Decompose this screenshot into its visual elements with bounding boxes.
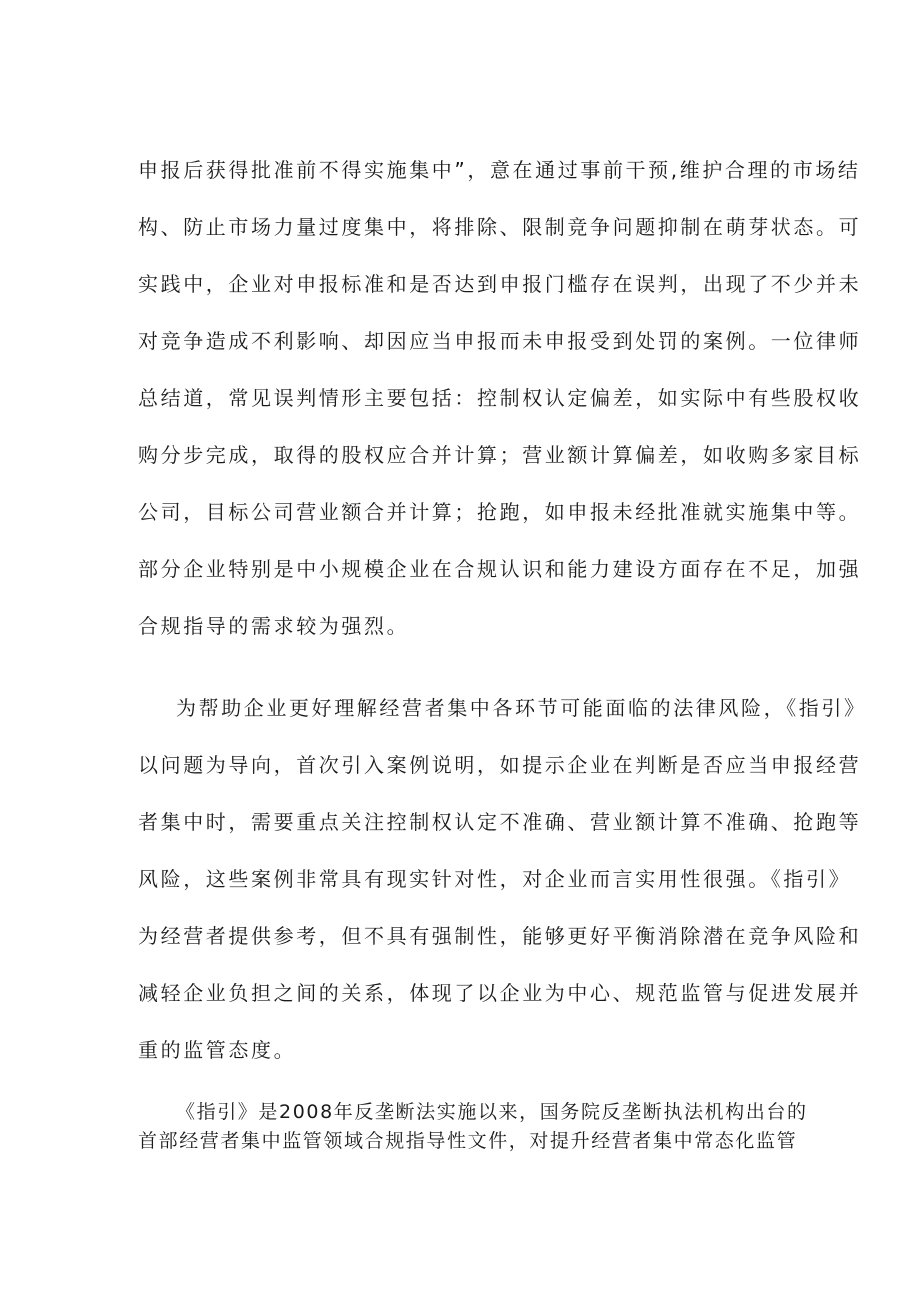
text-line: 首部经营者集中监管领域合规指导性文件，对提升经营者集中常态化监管 — [138, 1130, 798, 1152]
text-line: 《指引》是2008年反垄断法实施以来，国务院反垄断执法机构出台的 — [176, 1101, 808, 1123]
text-line: 为帮助企业更好理解经营者集中各环节可能面临的法律风险，《指引》 — [176, 696, 867, 720]
text-line: 实践中，企业对申报标准和是否达到申报门槛存在误判，出现了不少并未 — [138, 272, 862, 296]
text-line: 以问题为导向，首次引入案例说明，如提示企业在判断是否应当申报经营 — [138, 753, 862, 777]
text-line: 构、防止市场力量过度集中，将排除、限制竞争问题抑制在萌芽状态。可 — [138, 215, 862, 239]
text-line: 总结道，常见误判情形主要包括：控制权认定偏差，如实际中有些股权收 — [138, 386, 862, 410]
text-line: 部分企业特别是中小规模企业在合规认识和能力建设方面存在不足，加强 — [138, 557, 862, 581]
text-line: 合规指导的需求较为强烈。 — [138, 614, 410, 638]
text-line: 重的监管态度。 — [138, 1038, 297, 1062]
text-line: 公司，目标公司营业额合并计算；抢跑，如申报未经批准就实施集中等。 — [138, 500, 862, 524]
text-line: 申报后获得批准前不得实施集中”，意在通过事前干预,维护合理的市场结 — [138, 158, 861, 182]
text-line: 减轻企业负担之间的关系，体现了以企业为中心、规范监管与促进发展并 — [138, 981, 862, 1005]
text-line: 购分步完成，取得的股权应合并计算；营业额计算偏差，如收购多家目标 — [138, 443, 862, 467]
text-line: 者集中时，需要重点关注控制权认定不准确、营业额计算不准确、抢跑等 — [138, 810, 862, 834]
text-line: 风险，这些案例非常具有现实针对性，对企业而言实用性很强。《指引》 — [138, 867, 852, 891]
text-line: 为经营者提供参考，但不具有强制性，能够更好平衡消除潜在竞争风险和 — [138, 924, 862, 948]
text-line: 对竞争造成不利影响、却因应当申报而未申报受到处罚的案例。一位律师 — [138, 329, 862, 353]
